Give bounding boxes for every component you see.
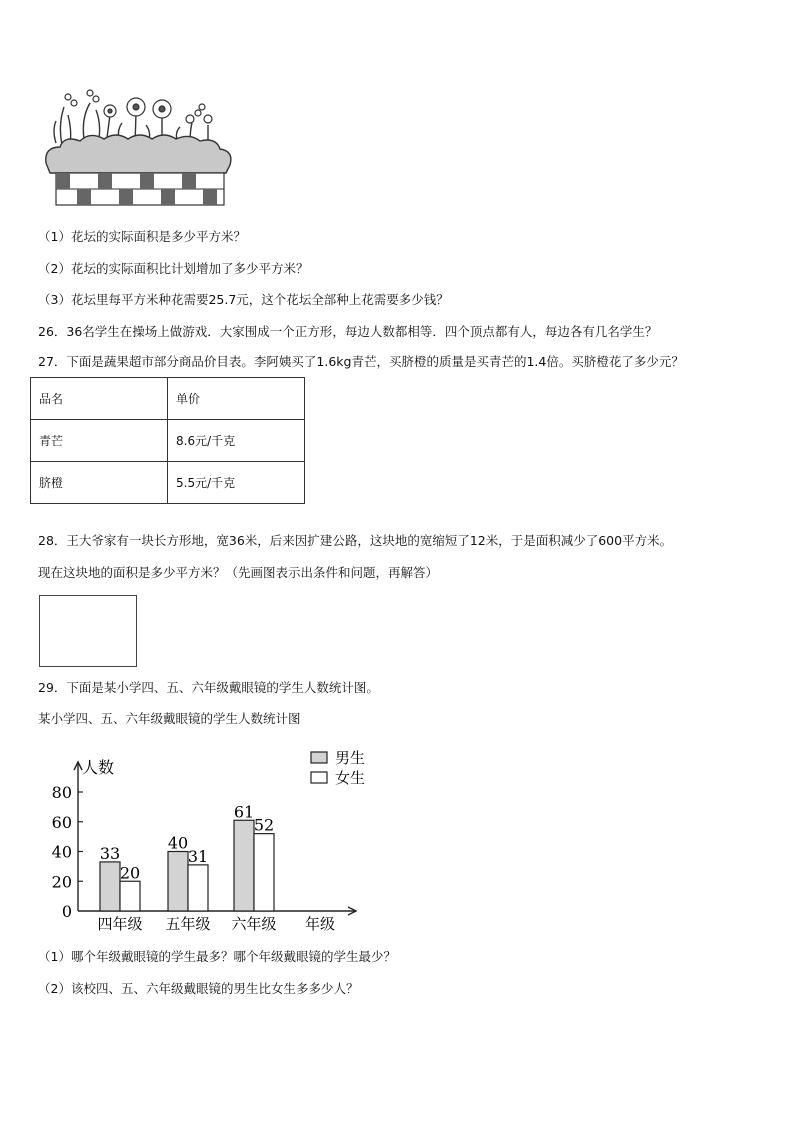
bar-girls (254, 834, 274, 911)
table-header-row (31, 378, 305, 420)
y-axis-label: 人数 (82, 758, 115, 777)
bar-value-label: 61 (233, 802, 255, 822)
bar-boys (168, 852, 188, 912)
bar-value-label: 31 (187, 846, 209, 866)
table-cell-name: 青芒 (31, 420, 168, 462)
bar-value-label: 52 (253, 815, 275, 835)
question-27: 27．下面是蔬果超市部分商品价目表。李阿姨买了1.6kg青芒，买脐橙的质量是买青芒的1.4倍。买脐橙花了多少元？ (38, 354, 684, 369)
chart-caption: 某小学四、五、六年级戴眼镜的学生人数统计图 (38, 711, 301, 726)
bar-boys (234, 820, 254, 911)
table-row (31, 420, 305, 462)
bar-girls (120, 881, 140, 911)
legend-swatch (311, 752, 327, 763)
question-25-part-3: （3）花坛里每平方米种花需要25.7元，这个花坛全部种上花需要多少钱？ (38, 292, 449, 307)
question-28-line-1: 28．王大爷家有一块长方形地，宽36米，后来因扩建公路，这块地的宽缩短了12米，于是面积减少了600平方米。 (38, 533, 673, 548)
bar-value-label: 33 (99, 843, 121, 863)
question-29: 29．下面是某小学四、五、六年级戴眼镜的学生人数统计图。 (38, 680, 379, 695)
table-cell-price: 8.6元/千克 (168, 420, 305, 462)
table-header-price: 单价 (168, 378, 305, 420)
y-tick-label: 20 (51, 872, 72, 892)
y-tick-label: 80 (51, 783, 72, 802)
drawing-area (39, 595, 137, 667)
flower-bed-illustration (40, 85, 240, 215)
table-cell-name: 脐橙 (31, 462, 168, 504)
x-tick-label: 六年级 (231, 915, 277, 933)
price-table (30, 377, 305, 504)
legend-label: 男生 (335, 749, 366, 767)
x-tick-label: 五年级 (165, 915, 211, 933)
bar-girls (188, 865, 208, 911)
bar-value-label: 20 (119, 863, 141, 883)
table-cell-price: 5.5元/千克 (168, 462, 305, 504)
question-28-line-2: 现在这块地的面积是多少平方米？（先画图表示出条件和问题，再解答） (38, 565, 439, 580)
question-25-part-2: （2）花坛的实际面积比计划增加了多少平方米？ (38, 261, 309, 276)
bar-boys (100, 862, 120, 911)
question-29-part-2: （2）该校四、五、六年级戴眼镜的男生比女生多多少人？ (38, 981, 359, 996)
y-tick-label: 0 (61, 902, 72, 921)
table-header-name: 品名 (31, 378, 168, 420)
question-25-part-1: （1）花坛的实际面积是多少平方米？ (38, 229, 246, 244)
question-29-part-1: （1）哪个年级戴眼镜的学生最多？哪个年级戴眼镜的学生最少？ (38, 949, 396, 964)
bar-value-label: 40 (167, 833, 189, 853)
y-tick-label: 60 (51, 812, 72, 832)
legend-swatch (311, 772, 327, 783)
x-axis-label: 年级 (304, 915, 336, 933)
question-26: 26．36名学生在操场上做游戏．大家围成一个正方形，每边人数都相等．四个顶点都有人，每边各有几名学生？ (38, 324, 658, 339)
bar-chart (38, 740, 368, 940)
y-tick-label: 40 (51, 842, 72, 862)
legend-label: 女生 (335, 769, 366, 787)
x-tick-label: 四年级 (97, 915, 143, 933)
table-row (31, 462, 305, 504)
